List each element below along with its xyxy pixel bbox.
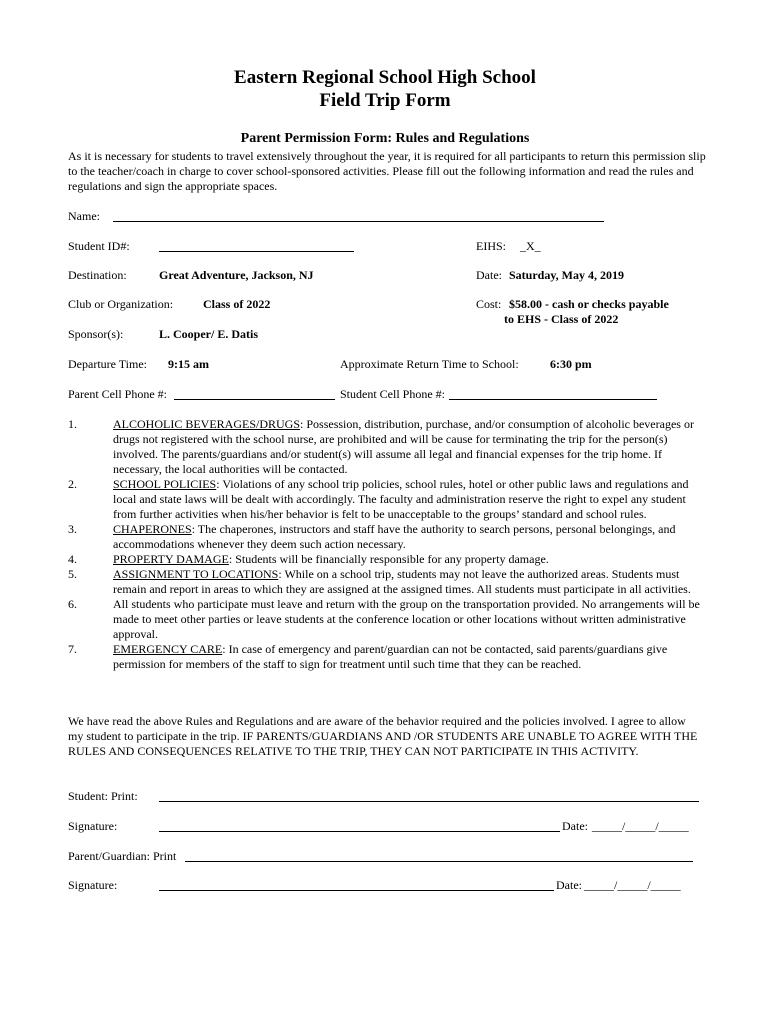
agreement-statement: We have read the above Rules and Regulations and are aware of the behavior required and the policies involved. I agree to allow my student to participate in the trip. IF PARENTS/GUARDIANS AND /OR STUDENTS ARE UNABLE TO AGREE WITH THE RULES AND CONSEQUENCES RELATIVE TO THE TRIP, THEY CAN NOT PARTICIPATE IN THIS ACTIVITY. xyxy=(68,714,698,758)
rule-item xyxy=(68,552,708,567)
student-id-input-line[interactable] xyxy=(159,251,354,252)
rule-heading: EMERGENCY CARE xyxy=(113,642,223,656)
rule-text: : While on a school trip, students may not leave the authorized areas. Students must remain and report in areas to which they are assigned at the assigned times. All students must participate in all activities. xyxy=(113,567,691,596)
student-phone-label: Student Cell Phone #: xyxy=(340,387,445,401)
parent-print-label: Parent/Guardian: Print xyxy=(68,849,177,863)
rule-heading: ASSIGNMENT TO LOCATIONS xyxy=(113,567,279,581)
rule-text: All students who participate must leave and return with the group on the transportation provided. No arrangements will be made to meet other parties or leave students at the conference location or other locations without written administrative approval. xyxy=(113,597,700,641)
rule-heading: ALCOHOLIC BEVERAGES/DRUGS xyxy=(113,417,301,431)
eihs-label: EIHS: xyxy=(476,239,506,253)
parent-phone-input-line[interactable] xyxy=(174,399,335,400)
student-print-label: Student: Print: xyxy=(68,789,138,803)
date-value: Saturday, May 4, 2019 xyxy=(509,268,625,282)
rule-number: 4. xyxy=(68,552,77,566)
rule-item xyxy=(68,642,708,672)
cost-value-line2: to EHS - Class of 2022 xyxy=(504,312,619,326)
cost-value-line1: $58.00 - cash or checks payable xyxy=(509,297,669,311)
form-title-line1: Eastern Regional School High School xyxy=(234,67,536,88)
rule-item xyxy=(68,597,708,642)
student-phone-input-line[interactable] xyxy=(449,399,657,400)
rule-item xyxy=(68,477,708,522)
rule-heading: CHAPERONES xyxy=(113,522,192,536)
parent-signature-input-line[interactable] xyxy=(159,890,554,891)
student-signature-input-line[interactable] xyxy=(159,831,560,832)
rule-text: : In case of emergency and parent/guardian can not be contacted, said parents/guardians give permission for members of the staff to sign for treatment until such time that they can be reached. xyxy=(113,642,668,671)
form-subtitle: Parent Permission Form: Rules and Regulations xyxy=(240,131,530,146)
return-label: Approximate Return Time to School: xyxy=(340,357,519,371)
cost-label: Cost: xyxy=(476,297,502,311)
form-title-line2: Field Trip Form xyxy=(319,90,451,111)
rule-number: 3. xyxy=(68,522,77,536)
student-date-field[interactable]: _____/_____/_____ xyxy=(592,819,689,833)
rule-number: 7. xyxy=(68,642,77,656)
rule-number: 5. xyxy=(68,567,77,581)
rule-heading: PROPERTY DAMAGE xyxy=(113,552,229,566)
rule-text: : Violations of any school trip policies, school rules, hotel or other public laws and regulations and local and state laws will be dealt with accordingly. The faculty and administration reserve the right to expel any student from further activities when his/her behavior is felt to be unacceptable to the groups’ standard and school rules. xyxy=(113,477,689,521)
intro-paragraph: As it is necessary for students to travel extensively throughout the year, it is required for all participants to return this permission slip to the teacher/coach in charge to cover school-sponsored activities. Please fill out the following information and read the rules and regulations and sign the appropriate spaces. xyxy=(68,149,706,193)
rule-item xyxy=(68,567,708,597)
return-value: 6:30 pm xyxy=(550,357,592,371)
student-id-label: Student ID#: xyxy=(68,239,130,253)
parent-print-input-line[interactable] xyxy=(185,861,693,862)
parent-phone-label: Parent Cell Phone #: xyxy=(68,387,167,401)
rule-item xyxy=(68,417,708,477)
date-label: Date: xyxy=(476,268,502,282)
club-value: Class of 2022 xyxy=(203,297,271,311)
parent-signature-label: Signature: xyxy=(68,878,118,892)
rule-number: 1. xyxy=(68,417,77,431)
rule-heading: SCHOOL POLICIES xyxy=(113,477,217,491)
sponsor-label: Sponsor(s): xyxy=(68,327,124,341)
rule-item xyxy=(68,522,708,552)
eihs-value: _X_ xyxy=(520,239,541,253)
departure-value: 9:15 am xyxy=(168,357,209,371)
parent-date-label: Date: xyxy=(556,878,582,892)
parent-date-field[interactable]: _____/_____/_____ xyxy=(584,878,681,892)
club-label: Club or Organization: xyxy=(68,297,174,311)
name-label: Name: xyxy=(68,209,100,223)
student-print-input-line[interactable] xyxy=(159,801,699,802)
student-signature-label: Signature: xyxy=(68,819,118,833)
rule-number: 2. xyxy=(68,477,77,491)
rule-text: : Students will be financially responsible for any property damage. xyxy=(228,552,549,566)
destination-label: Destination: xyxy=(68,268,127,282)
departure-label: Departure Time: xyxy=(68,357,147,371)
student-date-label: Date: xyxy=(562,819,588,833)
rule-number: 6. xyxy=(68,597,77,611)
sponsor-value: L. Cooper/ E. Datis xyxy=(159,327,258,341)
rule-text: : Possession, distribution, purchase, and/or consumption of alcoholic beverages or drugs not registered with the school nurse, are prohibited and will be cause for terminating the trip for the person(s) involved. The parents/guardians and/or student(s) will assume all legal and financial expenses for the trip home. If necessary, the local authorities will be contacted. xyxy=(113,417,694,476)
name-input-line[interactable] xyxy=(113,221,604,222)
destination-value: Great Adventure, Jackson, NJ xyxy=(159,268,314,282)
rules-list xyxy=(68,417,708,672)
rule-text: : The chaperones, instructors and staff have the authority to search persons, personal belongings, and accommodations whenever they deem such action necessary. xyxy=(113,522,676,551)
